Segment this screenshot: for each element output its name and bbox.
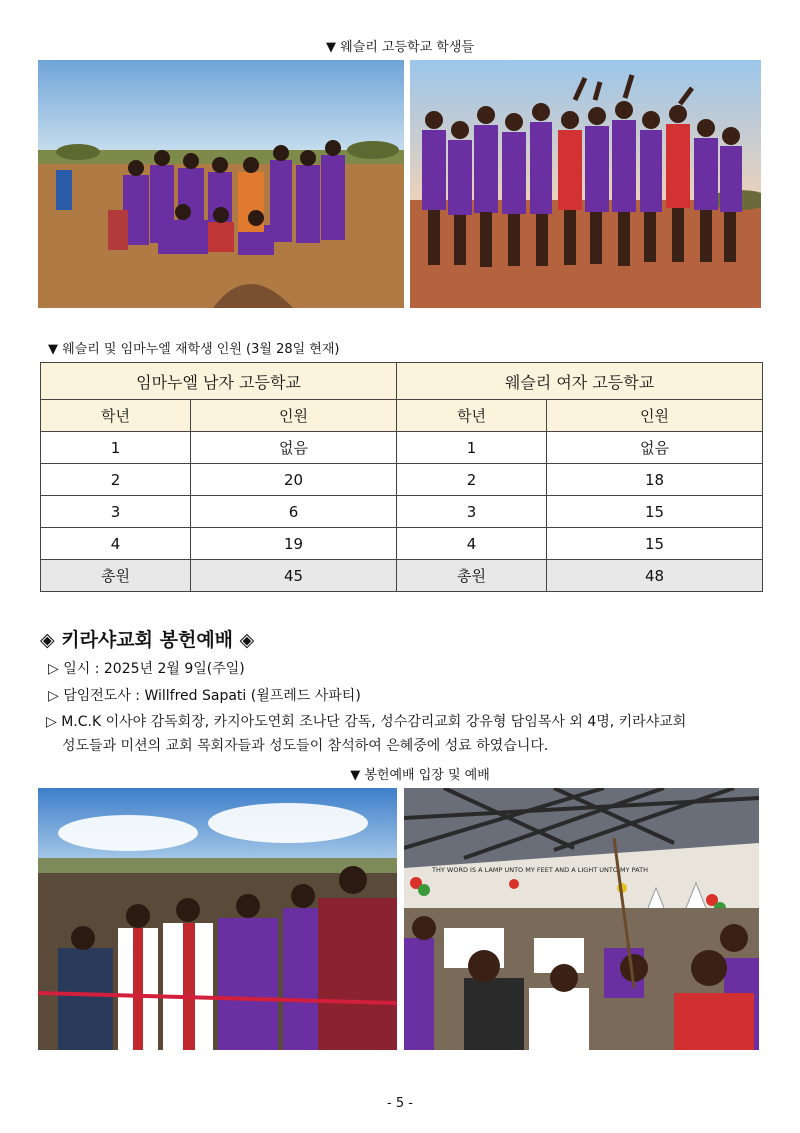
table-cell: 총원	[41, 560, 191, 592]
students-group-photo-left	[38, 60, 404, 308]
table-cell: 1	[41, 432, 191, 464]
table-cell: 2	[41, 464, 191, 496]
table-cell: 3	[41, 496, 191, 528]
table-cell: 45	[191, 560, 397, 592]
photo-caption-worship: ▼ 봉헌예배 입장 및 예배	[350, 768, 490, 783]
table-cell: 3	[397, 496, 547, 528]
table-row	[41, 496, 763, 528]
table-cell: 20	[191, 464, 397, 496]
school-header-immanuel: 임마누엘 남자 고등학교	[41, 363, 397, 400]
col-header-count: 인원	[191, 400, 397, 432]
table-row	[41, 432, 763, 464]
students-group-photo-right	[410, 60, 761, 308]
table-caption: ▼ 웨슬리 및 임마누엘 재학생 인원 (3월 28일 현재)	[48, 342, 340, 357]
photo-caption-students: ▼ 웨슬리 고등학교 학생들	[326, 40, 474, 55]
col-header-count: 인원	[547, 400, 763, 432]
table-cell: 15	[547, 528, 763, 560]
enrollment-table	[40, 362, 763, 592]
ribbon-cutting-photo	[38, 788, 397, 1050]
table-row	[41, 464, 763, 496]
table-cell: 19	[191, 528, 397, 560]
table-cell: 없음	[547, 432, 763, 464]
table-cell: 48	[547, 560, 763, 592]
attendees-line-2: 성도들과 미션의 교회 목회자들과 성도들이 참석하여 은혜중에 성료 하였습니다.	[62, 738, 549, 754]
evangelist-line: ▷ 담임전도사 : Willfred Sapati (윌프레드 사파티)	[48, 688, 361, 704]
church-banner-text: THY WORD IS A LAMP UNTO MY FEET AND A LIGHT UNTO MY PATH	[432, 866, 648, 874]
table-cell: 4	[41, 528, 191, 560]
table-cell: 2	[397, 464, 547, 496]
table-cell: 1	[397, 432, 547, 464]
table-cell: 총원	[397, 560, 547, 592]
section-heading: ◈ 키라샤교회 봉헌예배 ◈	[40, 629, 255, 651]
page-number: - 5 -	[387, 1096, 413, 1111]
table-total-row	[41, 560, 763, 592]
table-cell: 없음	[191, 432, 397, 464]
col-header-grade: 학년	[397, 400, 547, 432]
table-cell: 15	[547, 496, 763, 528]
table-cell: 18	[547, 464, 763, 496]
church-worship-photo	[404, 788, 759, 1050]
table-cell: 4	[397, 528, 547, 560]
table-cell: 6	[191, 496, 397, 528]
school-header-wesley: 웨슬리 여자 고등학교	[397, 363, 763, 400]
table-row	[41, 528, 763, 560]
col-header-grade: 학년	[41, 400, 191, 432]
event-date: ▷ 일시 : 2025년 2월 9일(주일)	[48, 661, 245, 677]
attendees-line-1: ▷ M.C.K 이사야 감독회장, 카지아도연회 조나단 감독, 성수감리교회 강유형 담임목사 외 4명, 키라샤교회	[46, 714, 687, 730]
